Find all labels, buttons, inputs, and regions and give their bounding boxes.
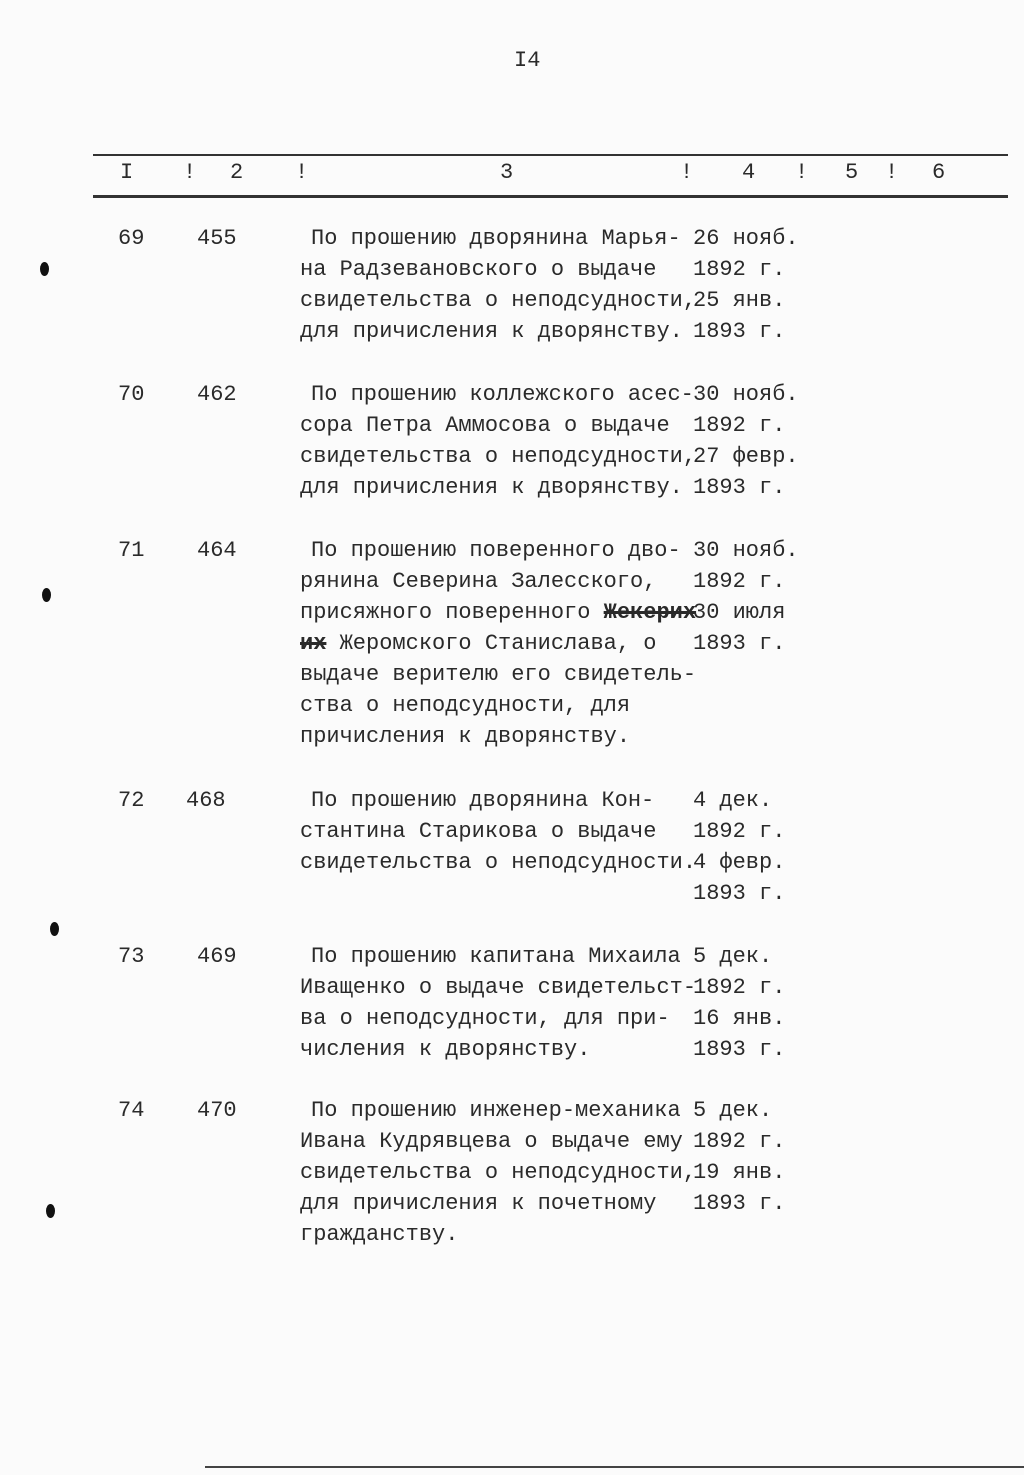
row-description <box>300 785 696 878</box>
description-line: присяжного поверенного <box>300 600 604 625</box>
row-description <box>300 379 696 503</box>
date-line: 25 янв. <box>693 288 786 313</box>
row-number: 74 <box>118 1098 145 1123</box>
row-dates <box>693 379 799 503</box>
date-line: 1892 г. <box>693 569 786 594</box>
date-line: 26 нояб. <box>693 226 799 251</box>
description-line: По прошению коллежского асес- <box>311 382 694 407</box>
row-dates <box>693 785 785 909</box>
page-number: I4 <box>514 48 541 73</box>
row-dates <box>693 535 799 659</box>
description-line: По прошению дворянина Кон- <box>311 788 655 813</box>
row-description <box>300 223 696 347</box>
header-sep: ! <box>295 160 309 185</box>
description-line: Иващенко о выдаче свидетельст- <box>300 975 697 1000</box>
row-number: 70 <box>118 382 145 407</box>
date-line: 30 нояб. <box>693 538 799 563</box>
row-description <box>300 941 696 1065</box>
punch-hole-mark <box>40 262 49 276</box>
description-line: гражданству. <box>300 1222 459 1247</box>
description-line: причисления к дворянству. <box>300 724 631 749</box>
description-line: на Радзевановского о выдаче <box>300 257 657 282</box>
description-line: ства о неподсудности, для <box>300 693 631 718</box>
header-col-3: 3 <box>500 160 514 185</box>
date-line: 1893 г. <box>693 475 786 500</box>
document-number: 462 <box>197 382 237 407</box>
description-line: числения к дворянству. <box>300 1037 591 1062</box>
description-line: свидетельства о неподсудности. <box>300 850 697 875</box>
row-description <box>300 1095 696 1250</box>
header-sep: ! <box>885 160 899 185</box>
row-number: 72 <box>118 788 145 813</box>
date-line: 1893 г. <box>693 1037 786 1062</box>
date-line: 1892 г. <box>693 257 786 282</box>
date-line: 30 июля <box>693 600 786 625</box>
description-line: свидетельства о неподсудности, <box>300 1160 697 1185</box>
description-line: рянина Северина Залесского, <box>300 569 657 594</box>
row-number: 69 <box>118 226 145 251</box>
page-bottom-edge <box>205 1466 1024 1468</box>
header-col-1: I <box>120 160 134 185</box>
date-line: 1892 г. <box>693 413 786 438</box>
description-line: для причисления к дворянству. <box>300 319 683 344</box>
description-line: свидетельства о неподсудности, <box>300 444 697 469</box>
row-dates <box>693 941 785 1065</box>
description-line: для причисления к почетному <box>300 1191 657 1216</box>
description-line: По прошению капитана Михаила <box>311 944 681 969</box>
description-line: свидетельства о неподсудности, <box>300 288 697 313</box>
date-line: 5 дек. <box>693 944 773 969</box>
header-col-5: 5 <box>845 160 859 185</box>
description-line: По прошению дворянина Марья- <box>311 226 681 251</box>
description-line: Ивана Кудрявцева о выдаче ему <box>300 1129 683 1154</box>
row-dates <box>693 223 799 347</box>
date-line: 30 нояб. <box>693 382 799 407</box>
date-line: 5 дек. <box>693 1098 773 1123</box>
description-line: ва о неподсудности, для при- <box>300 1006 670 1031</box>
date-line: 16 янв. <box>693 1006 786 1031</box>
struck-text: Жекерих <box>603 600 697 625</box>
header-col-4: 4 <box>742 160 756 185</box>
struck-text: их <box>300 631 327 656</box>
description-line: По прошению инженер-механика <box>311 1098 681 1123</box>
description-line: для причисления к дворянству. <box>300 475 683 500</box>
date-line: 1893 г. <box>693 631 786 656</box>
date-line: 1892 г. <box>693 1129 786 1154</box>
date-line: 19 янв. <box>693 1160 786 1185</box>
document-number: 469 <box>197 944 237 969</box>
document-number: 470 <box>197 1098 237 1123</box>
row-description <box>300 535 696 752</box>
punch-hole-mark <box>46 1204 55 1218</box>
row-number: 71 <box>118 538 145 563</box>
header-sep: ! <box>795 160 809 185</box>
document-number: 455 <box>197 226 237 251</box>
document-number: 464 <box>197 538 237 563</box>
date-line: 1892 г. <box>693 819 786 844</box>
date-line: 4 февр. <box>693 850 786 875</box>
document-number: 468 <box>186 788 226 813</box>
header-top-rule <box>93 154 1008 156</box>
header-bottom-rule <box>93 195 1008 198</box>
date-line: 27 февр. <box>693 444 799 469</box>
date-line: 1893 г. <box>693 1191 786 1216</box>
row-dates <box>693 1095 785 1219</box>
description-line: Жеромского Станислава, о <box>339 631 657 656</box>
header-col-2: 2 <box>230 160 244 185</box>
date-line: 1893 г. <box>693 319 786 344</box>
description-line: стантина Старикова о выдаче <box>300 819 657 844</box>
date-line: 1893 г. <box>693 881 786 906</box>
punch-hole-mark <box>50 922 59 936</box>
header-sep: ! <box>183 160 197 185</box>
date-line: 4 дек. <box>693 788 773 813</box>
date-line: 1892 г. <box>693 975 786 1000</box>
description-line: По прошению поверенного дво- <box>311 538 681 563</box>
header-sep: ! <box>680 160 694 185</box>
row-number: 73 <box>118 944 145 969</box>
description-line: выдаче верителю его свидетель- <box>300 662 697 687</box>
punch-hole-mark <box>42 588 51 602</box>
header-col-6: 6 <box>932 160 946 185</box>
description-line: сора Петра Аммосова о выдаче <box>300 413 670 438</box>
